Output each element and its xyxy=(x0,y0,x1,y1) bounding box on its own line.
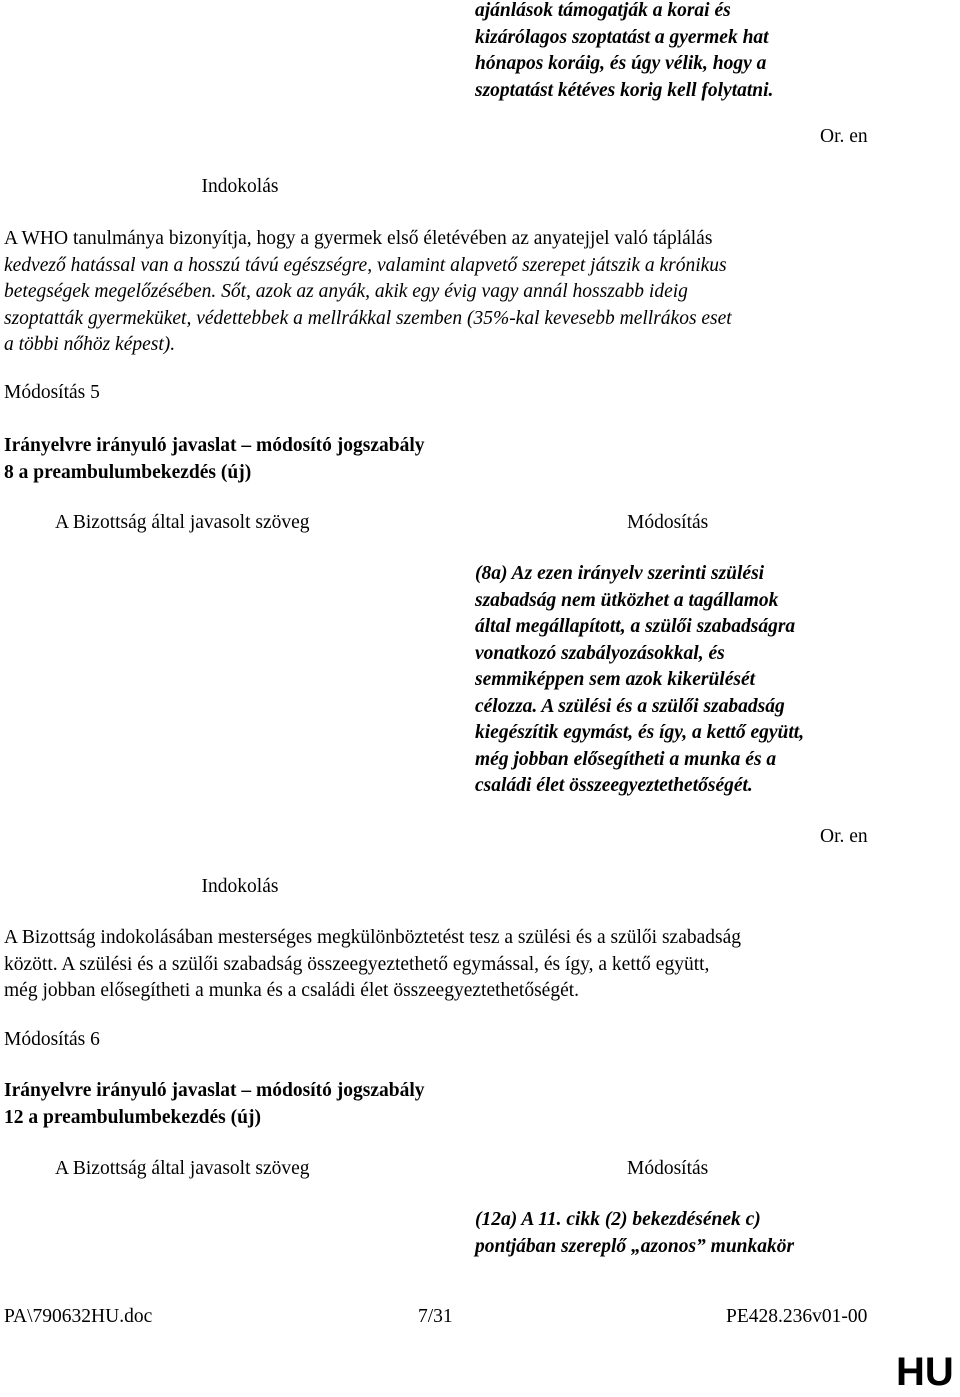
continuation-line: kizárólagos szoptatást a gyermek hat xyxy=(475,26,769,48)
justification-heading: Indokolás xyxy=(201,176,279,197)
amendment-5-reference xyxy=(4,433,425,486)
amendment-line: semmiképpen sem azok kikerülését xyxy=(475,669,756,690)
proposal-label: Irányelvre irányuló javaslat – módosító jogszabály xyxy=(4,435,425,456)
commission-text-column-header: A Bizottság által javasolt szöveg xyxy=(55,1158,310,1179)
justification-line: betegségek megelőzésében. Sőt, azok az anyák, akik egy évig vagy annál hosszabb ideig xyxy=(4,281,688,302)
recital-label: 8 a preambulumbekezdés (új) xyxy=(4,461,252,483)
language-mark: HU xyxy=(896,1350,954,1394)
commission-text-column-header: A Bizottság által javasolt szöveg xyxy=(55,512,310,533)
footer-document-reference: PA\790632HU.doc xyxy=(4,1306,153,1327)
footer-page-number: 7/31 xyxy=(418,1306,453,1327)
amendment-line: pontjában szereplő „azonos” munkakör xyxy=(475,1235,795,1257)
amendment-column-header: Módosítás xyxy=(627,1158,709,1179)
continuation-line: szoptatást kétéves korig kell folytatni. xyxy=(475,79,774,101)
amendment-line: (8a) Az ezen irányelv szerinti szülési xyxy=(475,563,765,584)
justification-line: kedvező hatással van a hosszú távú egészségre, valamint alapvető szerepet játszik a krónikus xyxy=(4,254,727,276)
justification-text xyxy=(4,226,904,359)
amendment-line: szabadság nem ütközhet a tagállamok xyxy=(475,589,779,611)
justification-line: még jobban elősegítheti a munka és a családi élet összeegyeztethetőségét. xyxy=(4,980,580,1001)
justification-line: A WHO tanulmánya bizonyítja, hogy a gyermek első életévében az anyatejjel való táplálás xyxy=(4,228,713,249)
amendment-line: kiegészítik egymást, és így, a kettő együtt, xyxy=(475,722,805,743)
continuation-line: hónapos koráig, és úgy vélik, hogy a xyxy=(475,53,767,74)
proposal-label: Irányelvre irányuló javaslat – módosító jogszabály xyxy=(4,1080,425,1101)
original-language-label: Or. en xyxy=(820,826,868,847)
amendment-line: (12a) A 11. cikk (2) bekezdésének c) xyxy=(475,1209,761,1230)
continuation-line: ajánlások támogatják a korai és xyxy=(475,0,731,21)
justification-heading: Indokolás xyxy=(201,876,279,897)
amendment-6-text xyxy=(475,1207,915,1260)
amendment-column-header: Módosítás xyxy=(627,512,709,533)
amendment-line: által megállapított, a szülői szabadságra xyxy=(475,616,796,637)
amendment-5-text xyxy=(475,561,915,800)
amendment-line: családi élet összeegyeztethetőségét. xyxy=(475,775,753,796)
original-language-label: Or. en xyxy=(820,126,868,147)
amendment-continuation xyxy=(475,0,915,104)
justification-line: szoptatták gyermeküket, védettebbek a mellrákkal szemben (35%-kal kevesebb mellrákos eset xyxy=(4,307,732,329)
amendment-line: vonatkozó szabályozásokkal, és xyxy=(475,642,725,664)
justification-text xyxy=(4,925,904,1005)
amendment-line: még jobban elősegítheti a munka és a xyxy=(475,748,777,770)
recital-label: 12 a preambulumbekezdés (új) xyxy=(4,1106,261,1128)
amendment-5-title: Módosítás 5 xyxy=(4,382,100,403)
amendment-6-reference xyxy=(4,1078,425,1131)
amendment-line: célozza. A szülési és a szülői szabadság xyxy=(475,695,785,717)
justification-line: között. A szülési és a szülői szabadság összeegyeztethető egymással, és így, a kettő együtt, xyxy=(4,953,710,975)
footer-pe-reference: PE428.236v01-00 xyxy=(726,1306,868,1327)
amendment-6-title: Módosítás 6 xyxy=(4,1029,100,1050)
justification-line: a többi nőhöz képest). xyxy=(4,334,176,355)
justification-line: A Bizottság indokolásában mesterséges megkülönböztetést tesz a szülési és a szülői szabadság xyxy=(4,927,742,948)
